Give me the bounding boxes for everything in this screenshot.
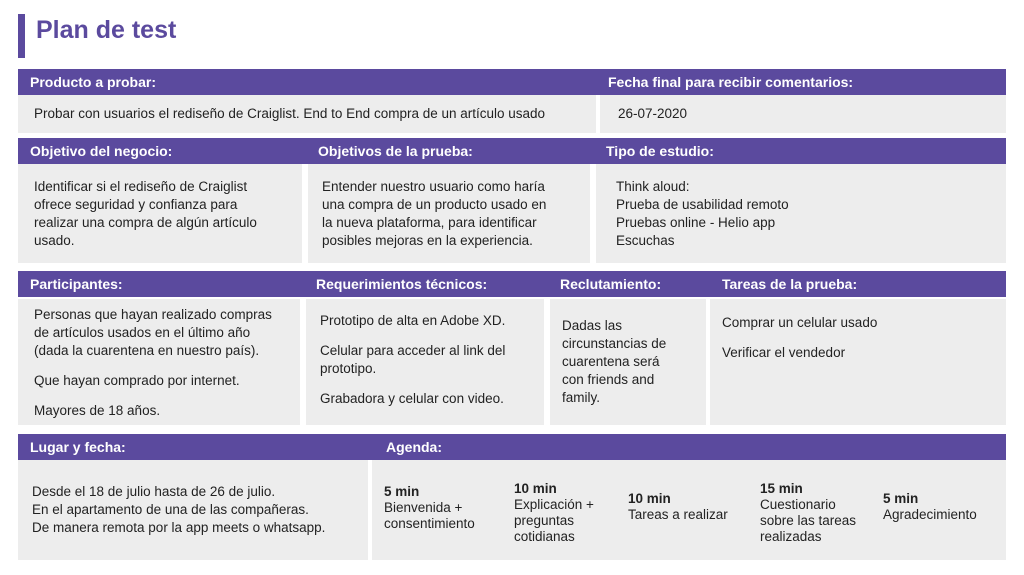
participantes-line: de artículos usados en el último año <box>34 325 251 340</box>
reclutamiento-line: circunstancias de <box>562 336 667 351</box>
objetivos-prueba-cell <box>308 164 590 263</box>
title-accent-bar <box>18 14 25 58</box>
requerimientos-line: Celular para acceder al link del <box>320 343 506 358</box>
producto-text: Probar con usuarios el rediseño de Craiglist. End to End compra de un artículo usado <box>34 106 546 121</box>
objetivos-prueba-line: una compra de un producto usado en <box>322 196 547 212</box>
producto-header: Producto a probar: <box>18 69 596 95</box>
objetivo-negocio-line: realizar una compra de algún artículo <box>34 214 257 230</box>
participantes-header: Participantes: <box>18 271 304 297</box>
reclutamiento-line: Dadas las <box>562 318 623 333</box>
reclutamiento-header: Reclutamiento: <box>548 271 710 297</box>
agenda-text: cotidianas <box>514 529 575 544</box>
lugar-fecha-header: Lugar y fecha: <box>18 434 374 460</box>
agenda-duration: 5 min <box>384 484 420 499</box>
objetivos-prueba-line: la nueva plataforma, para identificar <box>322 214 537 230</box>
requerimientos-header: Requerimientos técnicos: <box>304 271 548 297</box>
agenda-header: Agenda: <box>374 434 1006 460</box>
reclutamiento-cell <box>550 299 706 425</box>
reclutamiento-line: cuarentena será <box>562 354 660 369</box>
fecha-final-text: 26-07-2020 <box>618 106 688 121</box>
tareas-cell <box>710 299 1006 425</box>
objetivo-negocio-header: Objetivo del negocio: <box>18 138 306 164</box>
agenda-text: Cuestionario <box>760 497 836 512</box>
participantes-line: Personas que hayan realizado compras <box>34 307 272 322</box>
requerimientos-line: Grabadora y celular con video. <box>320 391 504 406</box>
participantes-line: (dada la cuarentena en nuestro país). <box>34 343 260 358</box>
participantes-cell <box>18 299 300 425</box>
agenda-text: Explicación + <box>514 497 594 512</box>
agenda-item <box>628 491 728 523</box>
tipo-estudio-line: Prueba de usabilidad remoto <box>616 196 789 212</box>
reclutamiento-line: con friends and <box>562 372 655 387</box>
participantes-line: Mayores de 18 años. <box>34 403 161 418</box>
participantes-line: Que hayan comprado por internet. <box>34 373 240 388</box>
objetivo-negocio-line: Identificar si el rediseño de Craiglist <box>34 178 248 194</box>
agenda-text: Agradecimiento <box>883 507 977 522</box>
agenda-text: consentimiento <box>384 516 475 531</box>
objetivos-prueba-line: posibles mejoras en la experiencia. <box>322 232 533 248</box>
agenda-text: realizadas <box>760 529 822 544</box>
lugar-fecha-line: De manera remota por la app meets o whatsapp. <box>32 520 326 535</box>
agenda-text: preguntas <box>514 513 575 528</box>
agenda-text: Tareas a realizar <box>628 507 728 522</box>
tareas-item: Verificar el vendedor <box>722 345 846 360</box>
agenda-duration: 10 min <box>514 481 557 496</box>
agenda-duration: 10 min <box>628 491 671 506</box>
agenda-item <box>514 481 594 545</box>
agenda-text: Bienvenida + <box>384 500 463 515</box>
lugar-fecha-line: Desde el 18 de julio hasta de 26 de julio. <box>32 484 276 499</box>
tipo-estudio-cell <box>596 164 1006 263</box>
lugar-fecha-cell <box>18 460 368 560</box>
tipo-estudio-line: Pruebas online - Helio app <box>616 214 776 230</box>
agenda-item <box>883 491 977 523</box>
agenda-duration: 15 min <box>760 481 803 496</box>
agenda-text: sobre las tareas <box>760 513 857 528</box>
fecha-final-cell <box>600 95 1006 133</box>
tareas-header: Tareas de la prueba: <box>710 271 1006 297</box>
fecha-final-header: Fecha final para recibir comentarios: <box>596 69 1006 95</box>
lugar-fecha-line: En el apartamento de una de las compañeras. <box>32 502 309 517</box>
tipo-estudio-line: Think aloud: <box>616 178 690 194</box>
objetivos-prueba-line: Entender nuestro usuario como haría <box>322 178 545 194</box>
objetivo-negocio-line: usado. <box>34 232 75 248</box>
requerimientos-line: prototipo. <box>320 361 377 376</box>
requerimientos-cell <box>306 299 544 425</box>
tipo-estudio-header: Tipo de estudio: <box>594 138 1006 164</box>
agenda-duration: 5 min <box>883 491 919 506</box>
agenda-item <box>760 481 856 545</box>
tipo-estudio-line: Escuchas <box>616 232 675 248</box>
requerimientos-line: Prototipo de alta en Adobe XD. <box>320 313 506 328</box>
page-title: Plan de test <box>36 16 177 44</box>
objetivo-negocio-line: ofrece seguridad y confianza para <box>34 196 238 212</box>
agenda-item <box>384 484 475 532</box>
producto-cell <box>18 95 596 133</box>
objetivos-prueba-header: Objetivos de la prueba: <box>306 138 594 164</box>
reclutamiento-line: family. <box>562 390 601 405</box>
objetivo-negocio-cell <box>18 164 302 263</box>
tareas-item: Comprar un celular usado <box>722 315 878 330</box>
